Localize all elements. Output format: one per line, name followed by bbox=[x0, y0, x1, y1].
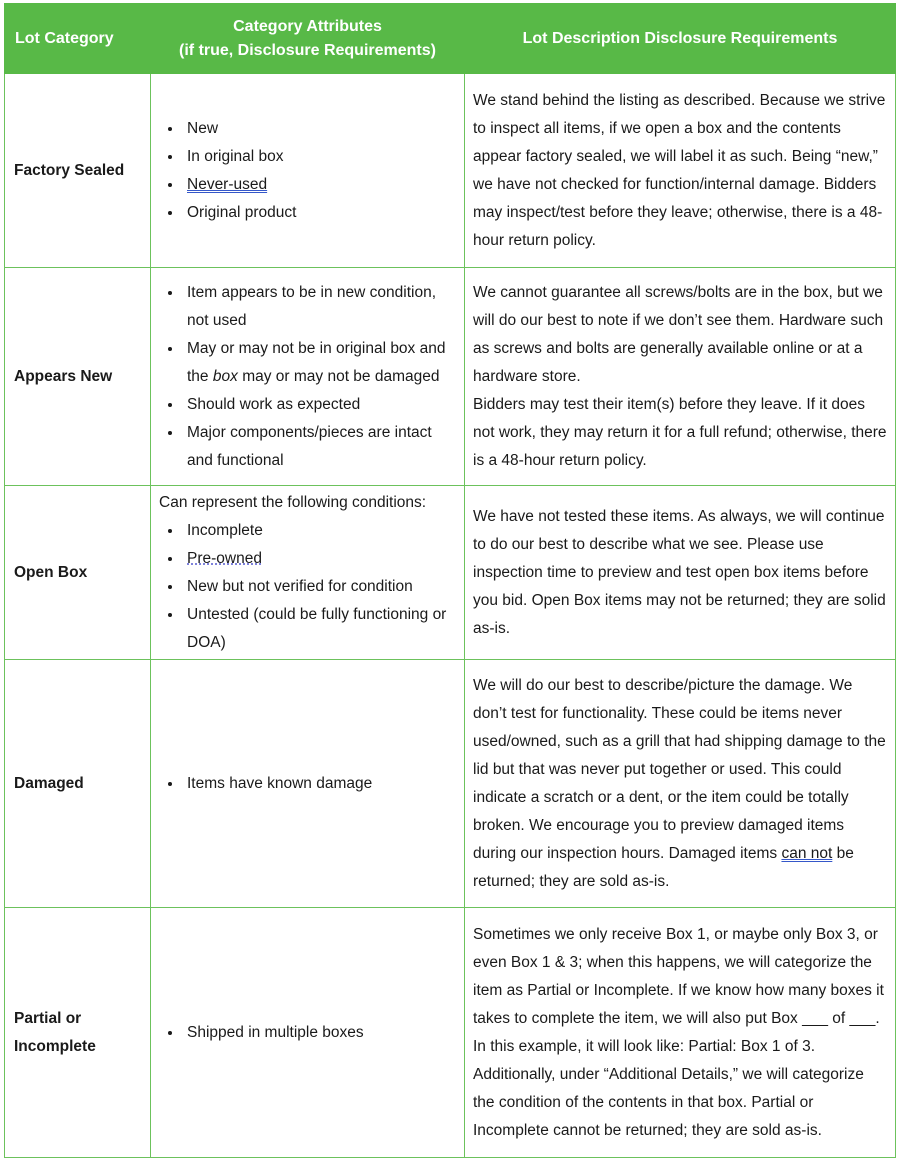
lot-category-table bbox=[4, 3, 896, 1158]
spellcheck-word[interactable]: Never-used bbox=[187, 175, 268, 193]
header-attributes-line1: Category Attributes bbox=[233, 17, 382, 35]
list-item-text: may or may not be damaged bbox=[242, 367, 440, 385]
table-row bbox=[5, 268, 896, 486]
attributes-intro: Can represent the following conditions: bbox=[159, 493, 427, 511]
list-item: • Item appears to be in new condition, not used bbox=[183, 279, 456, 335]
description-cell bbox=[465, 268, 896, 486]
list-item: • New bbox=[183, 115, 456, 143]
table-row bbox=[5, 486, 896, 660]
category-cell: Damaged bbox=[5, 660, 151, 908]
description-cell bbox=[465, 660, 896, 908]
header-row bbox=[5, 4, 896, 74]
list-item: • Shipped in multiple boxes bbox=[183, 1019, 456, 1047]
attributes-cell bbox=[151, 268, 465, 486]
category-line: Incomplete bbox=[14, 1037, 96, 1055]
attributes-list bbox=[159, 279, 456, 475]
description-cell: Sometimes we only receive Box 1, or maybe only Box 3, or even Box 1 & 3; when this happens, we will categorize the item as Partial or Incomplete. If we know how many boxes it takes to complete the item, we will also put Box ___ of ___. In this example, it will look like: Partial: Box 1 of 3. Additionally, under “Additional Details,” we will categorize the condition of the contents in that box. Partial or Incomplete cannot be returned; they are sold as-is. bbox=[465, 908, 896, 1158]
table-row bbox=[5, 908, 896, 1158]
attributes-list bbox=[159, 770, 456, 798]
emphasis-text: box bbox=[212, 367, 238, 385]
description-paragraph: We cannot guarantee all screws/bolts are in the box, but we will do our best to note if we don’t see them. Hardware such as screws and bolts are generally available online or at a hardware store. bbox=[473, 283, 884, 385]
header-attributes-line2: (if true, Disclosure Requirements) bbox=[179, 41, 436, 59]
description-text: be returned; they are sold as-is. bbox=[473, 844, 854, 890]
list-item: • Should work as expected bbox=[183, 391, 456, 419]
table-row bbox=[5, 74, 896, 268]
attributes-list bbox=[159, 517, 456, 657]
category-cell: Factory Sealed bbox=[5, 74, 151, 268]
list-item: • Major components/pieces are intact and functional bbox=[183, 419, 456, 475]
category-cell: Open Box bbox=[5, 486, 151, 660]
attributes-cell bbox=[151, 74, 465, 268]
attributes-list bbox=[159, 1019, 456, 1047]
list-item: • Incomplete bbox=[183, 517, 456, 545]
attributes-cell bbox=[151, 486, 465, 660]
list-item bbox=[183, 171, 456, 199]
attributes-cell bbox=[151, 660, 465, 908]
spellcheck-word[interactable]: can not bbox=[781, 844, 833, 862]
category-cell: Appears New bbox=[5, 268, 151, 486]
list-item bbox=[183, 335, 456, 391]
list-item: • New but not verified for condition bbox=[183, 573, 456, 601]
description-paragraph: Bidders may test their item(s) before they leave. If it does not work, they may return it for a full refund; otherwise, there is a 48-hour return policy. bbox=[473, 395, 887, 469]
header-lot-description: Lot Description Disclosure Requirements bbox=[465, 4, 896, 74]
attributes-cell bbox=[151, 908, 465, 1158]
list-item: • Original product bbox=[183, 199, 456, 227]
list-item bbox=[183, 545, 456, 573]
grammar-check-word[interactable]: Pre-owned bbox=[187, 549, 262, 567]
list-item: • Untested (could be fully functioning or DOA) bbox=[183, 601, 456, 657]
description-cell: We stand behind the listing as described. Because we strive to inspect all items, if we open a box and the contents appear factory sealed, we will label it as such. Being “new,” we have not checked for function/internal damage. Bidders may inspect/test before they leave; otherwise, there is a 48-hour return policy. bbox=[465, 74, 896, 268]
description-cell: We have not tested these items. As always, we will continue to do our best to describe what we see. Please use inspection time to preview and test open box items before you bid. Open Box items may not be returned; they are solid as-is. bbox=[465, 486, 896, 660]
description-text: We will do our best to describe/picture the damage. We don’t test for functionality. These could be items never used/owned, such as a grill that had shipping damage to the lid but that was never put together or used. This could indicate a scratch or a dent, or the item could be totally broken. We encourage you to preview damaged items during our inspection hours. Damaged items bbox=[473, 676, 886, 862]
header-category-attributes bbox=[151, 4, 465, 74]
list-item-text: May or may not be in original box and the bbox=[187, 339, 446, 385]
list-item: • In original box bbox=[183, 143, 456, 171]
header-lot-category: Lot Category bbox=[5, 4, 151, 74]
list-item: • Items have known damage bbox=[183, 770, 456, 798]
category-line: Partial or bbox=[14, 1009, 82, 1027]
category-cell bbox=[5, 908, 151, 1158]
attributes-list bbox=[159, 115, 456, 227]
table-row bbox=[5, 660, 896, 908]
